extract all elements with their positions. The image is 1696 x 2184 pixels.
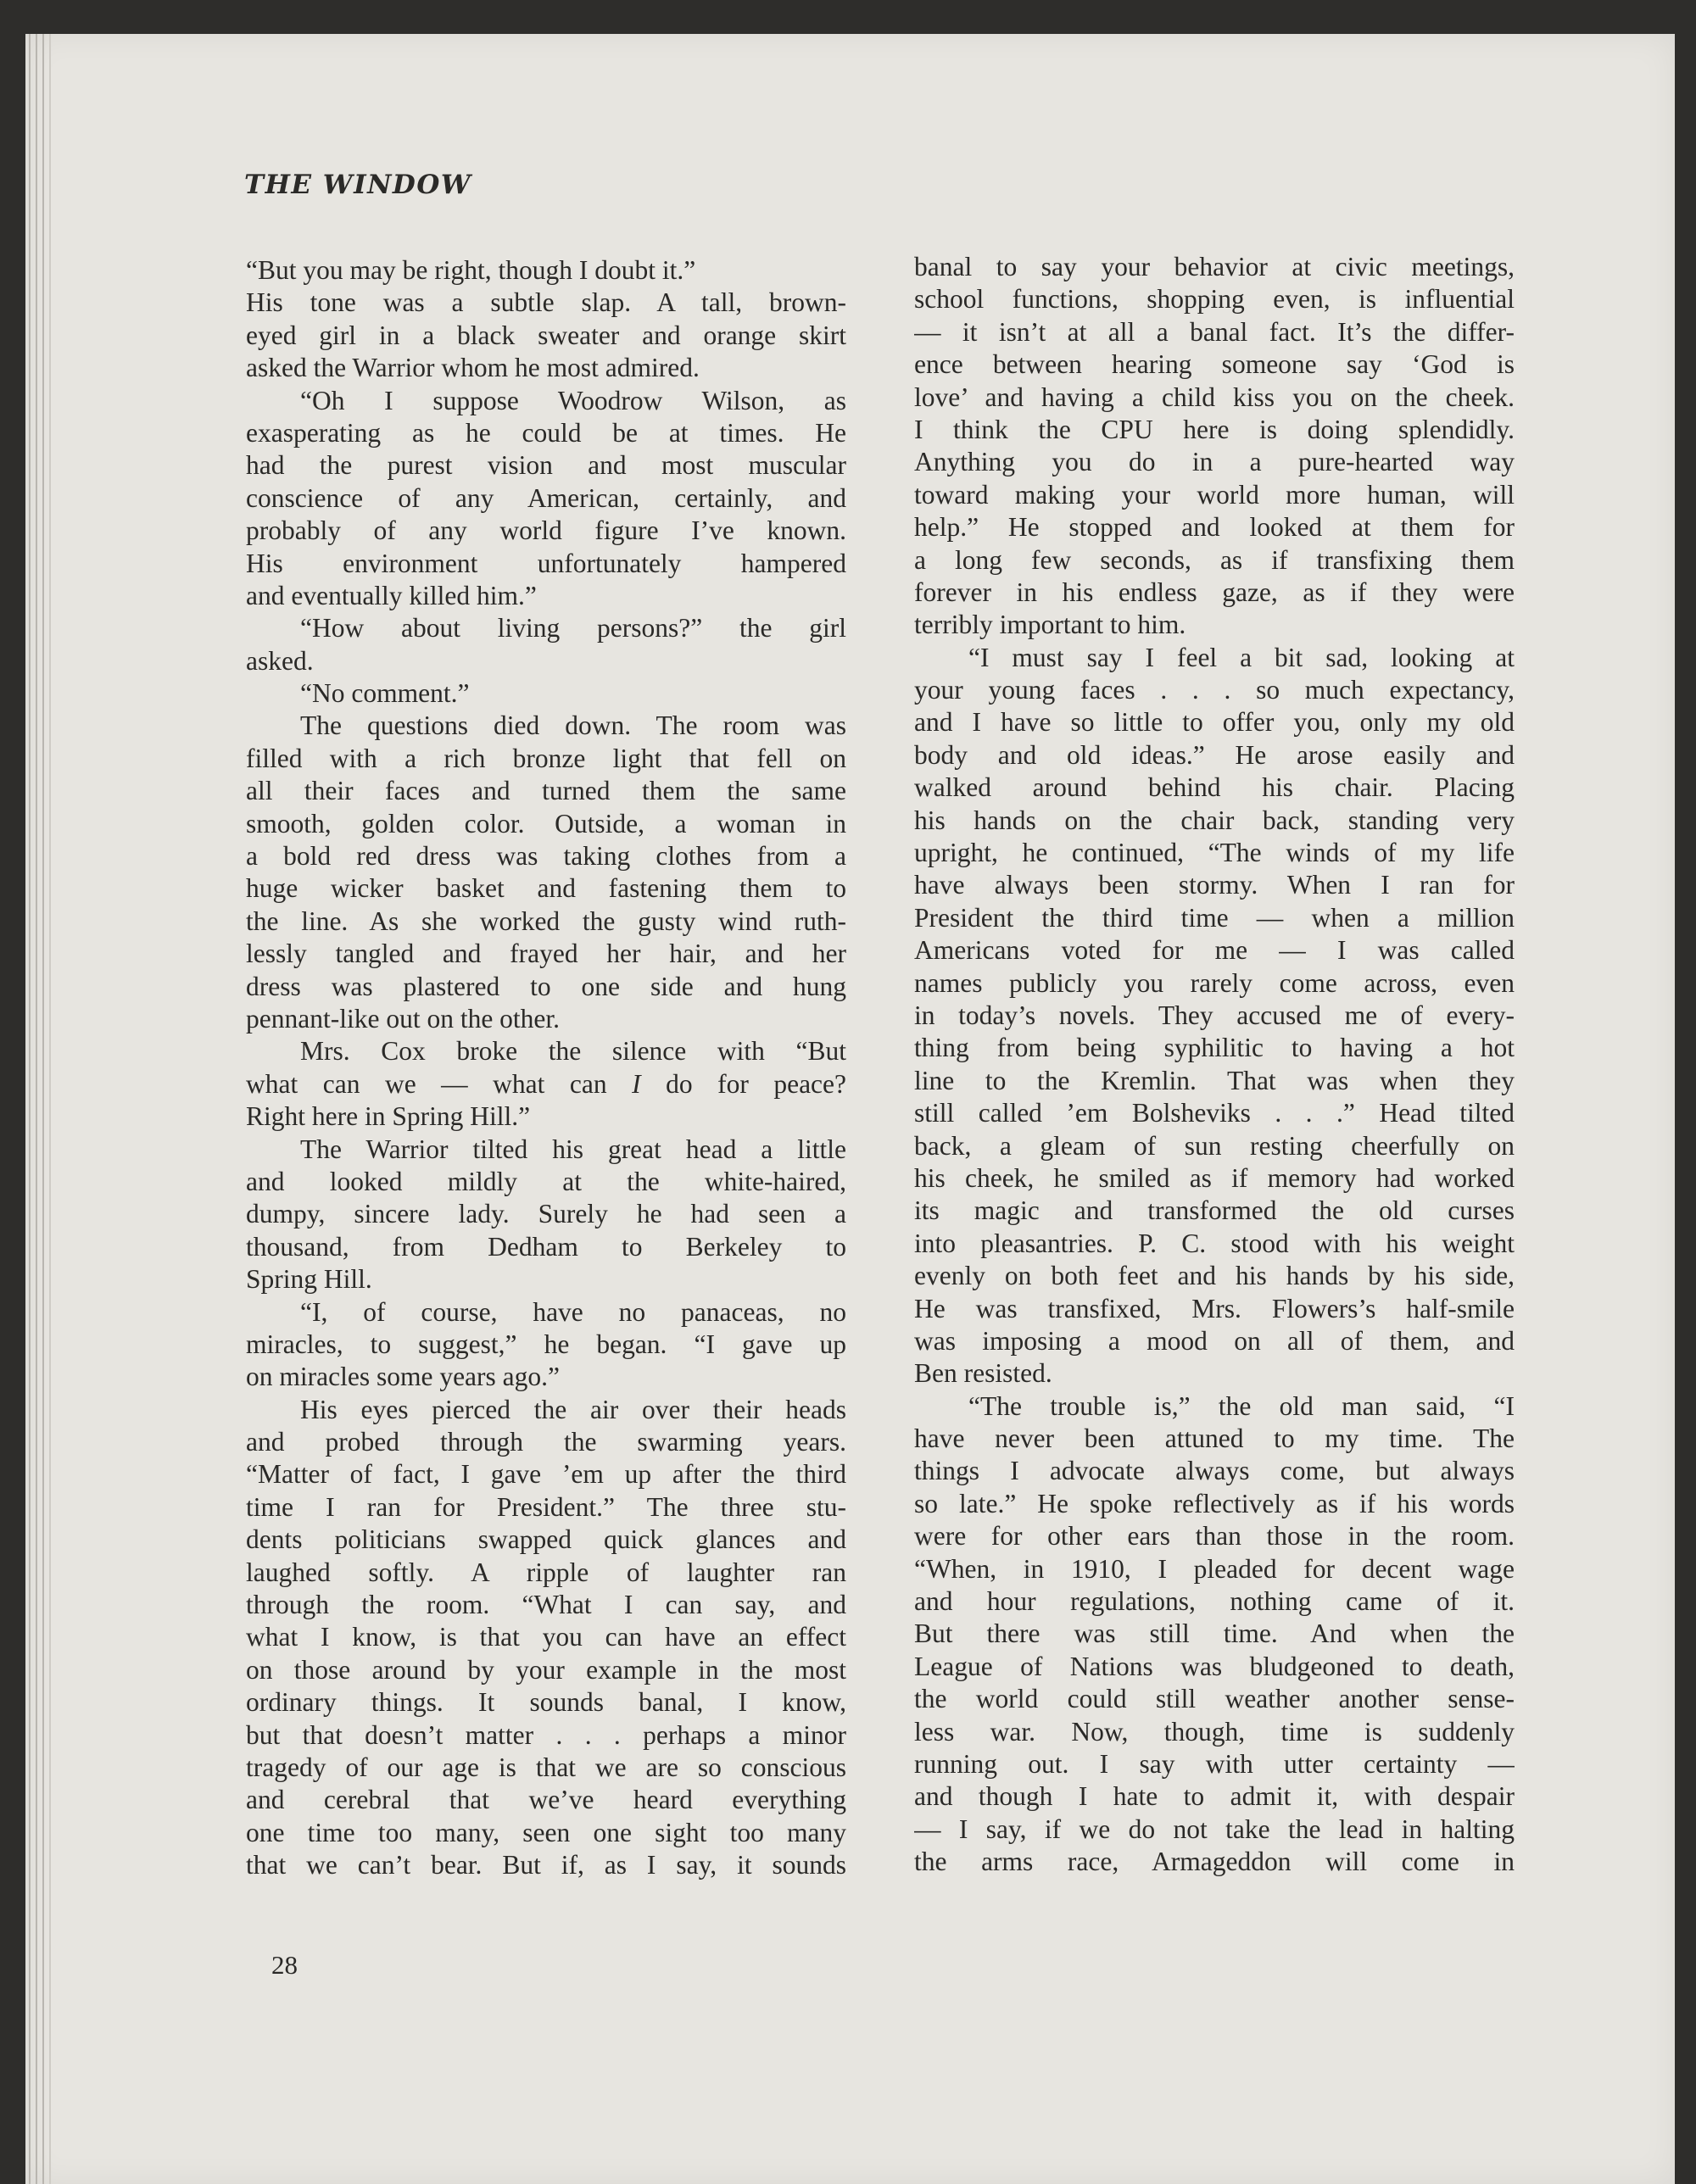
text-line: and eventually killed him.”: [246, 580, 537, 610]
text-line: “Matter of fact, I gave ’em up after the third: [246, 1459, 846, 1490]
text-line: thing from being syphilitic to having a hot: [914, 1033, 1515, 1063]
text-line: all their faces and turned them the same: [246, 776, 846, 806]
text-line: probably of any world figure I’ve known.: [246, 515, 846, 546]
text-line: — it isn’t at all a banal fact. It’s the differ-: [914, 316, 1515, 347]
text-line: evenly on both feet and his hands by his side,: [914, 1261, 1515, 1291]
text-line: terribly important to him.: [914, 610, 1186, 640]
text-line: have never been attuned to my time. The: [914, 1424, 1515, 1454]
text-line: have always been stormy. When I ran for: [914, 870, 1515, 900]
page-number: 28: [271, 1950, 298, 1980]
text-line: “I must say I feel a bit sad, looking at: [968, 642, 1515, 672]
page-edge: [49, 34, 51, 2184]
text-line: filled with a rich bronze light that fell on: [246, 743, 846, 773]
text-line: His eyes pierced the air over their heads: [300, 1394, 846, 1424]
text-line: ence between hearing someone say ‘God is: [914, 349, 1515, 380]
text-line: the world could still weather another sense-: [914, 1684, 1515, 1714]
text-segment: do for peace?: [640, 1068, 846, 1099]
text-line: less war. Now, though, time is suddenly: [914, 1716, 1515, 1747]
text-line: the line. As she worked the gusty wind ruth-: [246, 905, 846, 936]
text-line: Mrs. Cox broke the silence with “But: [300, 1036, 846, 1067]
text-line: The Warrior tilted his great head a little: [300, 1134, 846, 1164]
text-line: “The trouble is,” the old man said, “I: [968, 1390, 1515, 1421]
page-edge: [36, 34, 37, 2184]
text-line: his cheek, he smiled as if memory had worked: [914, 1162, 1515, 1193]
text-line: body and old ideas.” He arose easily and: [914, 739, 1515, 770]
text-line: through the room. “What I can say, and: [246, 1590, 846, 1620]
text-line: the arms race, Armageddon will come in: [914, 1847, 1515, 1877]
text-line: but that doesn’t matter . . . perhaps a minor: [246, 1719, 846, 1750]
text-line: banal to say your behavior at civic meetings,: [914, 252, 1515, 281]
text-line: But there was still time. And when the: [914, 1618, 1515, 1649]
text-line: exasperating as he could be at times. He: [246, 417, 846, 448]
text-line: Ben resisted.: [914, 1358, 1052, 1389]
text-line: and cerebral that we’ve heard everything: [246, 1785, 846, 1815]
text-line: and I have so little to offer you, only my old: [914, 707, 1515, 738]
text-line: “I, of course, have no panaceas, no: [300, 1296, 846, 1327]
text-line: “No comment.”: [300, 678, 470, 709]
text-line: thousand, from Dedham to Berkeley to: [246, 1231, 846, 1262]
text-line: in today’s novels. They accused me of every-: [914, 1000, 1515, 1030]
text-line: dumpy, sincere lady. Surely he had seen a: [246, 1199, 846, 1229]
text-line: The questions died down. The room was: [300, 710, 846, 741]
text-line: miracles, to suggest,” he began. “I gave up: [246, 1329, 846, 1359]
text-line: into pleasantries. P. C. stood with his weight: [914, 1228, 1515, 1258]
text-line: I think the CPU here is doing splendidly.: [914, 414, 1515, 444]
page-edge: [29, 34, 31, 2184]
text-line: asked the Warrior whom he most admired.: [246, 353, 700, 383]
text-line: upright, he continued, “The winds of my life: [914, 838, 1515, 868]
text-line: forever in his endless gaze, as if they were: [914, 577, 1515, 607]
text-line: and though I hate to admit it, with despair: [914, 1781, 1515, 1812]
text-line: and hour regulations, nothing came of it.: [914, 1586, 1515, 1617]
text-line: laughed softly. A ripple of laughter ran: [246, 1557, 846, 1587]
text-line: His environment unfortunately hampered: [246, 548, 846, 578]
text-line: dents politicians swapped quick glances and: [246, 1524, 846, 1555]
text-line: smooth, golden color. Outside, a woman in: [246, 808, 846, 838]
text-line: League of Nations was bludgeoned to death,: [914, 1651, 1515, 1681]
text-line: what I know, is that you can have an effect: [246, 1622, 846, 1652]
text-line: conscience of any American, certainly, and: [246, 482, 846, 513]
italic-word: I: [632, 1068, 641, 1099]
text-line: school functions, shopping even, is influential: [914, 284, 1515, 315]
text-segment: what can we — what can: [246, 1068, 633, 1099]
text-line: names publicly you rarely come across, even: [914, 967, 1515, 998]
text-line: so late.” He spoke reflectively as if his words: [914, 1488, 1515, 1518]
text-line: [246, 1068, 846, 1100]
text-line: line to the Kremlin. That was when they: [914, 1065, 1515, 1095]
text-line: walked around behind his chair. Placing: [914, 772, 1515, 803]
text-line: ordinary things. It sounds banal, I know,: [246, 1687, 846, 1718]
text-line: lessly tangled and frayed her hair, and her: [246, 939, 846, 969]
text-line: and probed through the swarming years.: [246, 1427, 846, 1457]
text-line: things I advocate always come, but always: [914, 1456, 1515, 1486]
text-line: one time too many, seen one sight too many: [246, 1817, 846, 1847]
text-line: “Oh I suppose Woodrow Wilson, as: [300, 385, 846, 415]
text-line: toward making your world more human, will: [914, 479, 1515, 510]
text-line: running out. I say with utter certainty —: [914, 1748, 1515, 1779]
page-edge: [42, 34, 44, 2184]
text-line: love’ and having a child kiss you on the cheek.: [914, 382, 1515, 412]
text-line: — I say, if we do not take the lead in halting: [914, 1814, 1515, 1844]
text-line: huge wicker basket and fastening them to: [246, 873, 846, 904]
text-line: asked.: [246, 645, 314, 676]
text-line: that we can’t bear. But if, as I say, it sounds: [246, 1850, 846, 1880]
text-line: help.” He stopped and looked at them for: [914, 512, 1515, 543]
text-line: were for other ears than those in the room.: [914, 1521, 1515, 1552]
text-line: pennant-like out on the other.: [246, 1003, 561, 1034]
text-line: had the purest vision and most muscular: [246, 450, 846, 481]
text-line: time I ran for President.” The three stu-: [246, 1491, 846, 1522]
text-line: “But you may be right, though I doubt it.”: [246, 255, 696, 285]
text-line: President the third time — when a million: [914, 902, 1515, 933]
text-line: and looked mildly at the white-haired,: [246, 1166, 846, 1196]
text-line: still called ’em Bolsheviks . . .” Head tilted: [914, 1098, 1515, 1128]
text-line: Americans voted for me — I was called: [914, 935, 1515, 966]
text-line: dress was plastered to one side and hung: [246, 971, 846, 1001]
text-line: Spring Hill.: [246, 1264, 372, 1295]
text-line: a bold red dress was taking clothes from a: [246, 841, 846, 872]
text-line: His tone was a subtle slap. A tall, brown-: [246, 287, 846, 318]
text-line: eyed girl in a black sweater and orange skirt: [246, 320, 846, 350]
text-line: a long few seconds, as if transfixing them: [914, 544, 1515, 575]
text-line: He was transfixed, Mrs. Flowers’s half-smile: [914, 1293, 1515, 1323]
text-line: on miracles some years ago.”: [246, 1362, 560, 1392]
text-line: its magic and transformed the old curses: [914, 1195, 1515, 1226]
text-line: your young faces . . . so much expectancy,: [914, 675, 1515, 705]
text-line: “How about living persons?” the girl: [300, 613, 846, 644]
text-line: “When, in 1910, I pleaded for decent wage: [914, 1553, 1515, 1584]
running-header: THE WINDOW: [244, 170, 472, 200]
text-line: Anything you do in a pure-hearted way: [914, 447, 1515, 477]
text-line: Right here in Spring Hill.”: [246, 1101, 531, 1132]
text-line: was imposing a mood on all of them, and: [914, 1325, 1515, 1356]
text-line: his hands on the chair back, standing very: [914, 805, 1515, 835]
text-column-right: [914, 251, 1515, 1879]
text-column-left: [246, 254, 846, 1882]
text-line: back, a gleam of sun resting cheerfully on: [914, 1130, 1515, 1161]
text-line: on those around by your example in the most: [246, 1654, 846, 1685]
text-line: tragedy of our age is that we are so conscious: [246, 1752, 846, 1782]
